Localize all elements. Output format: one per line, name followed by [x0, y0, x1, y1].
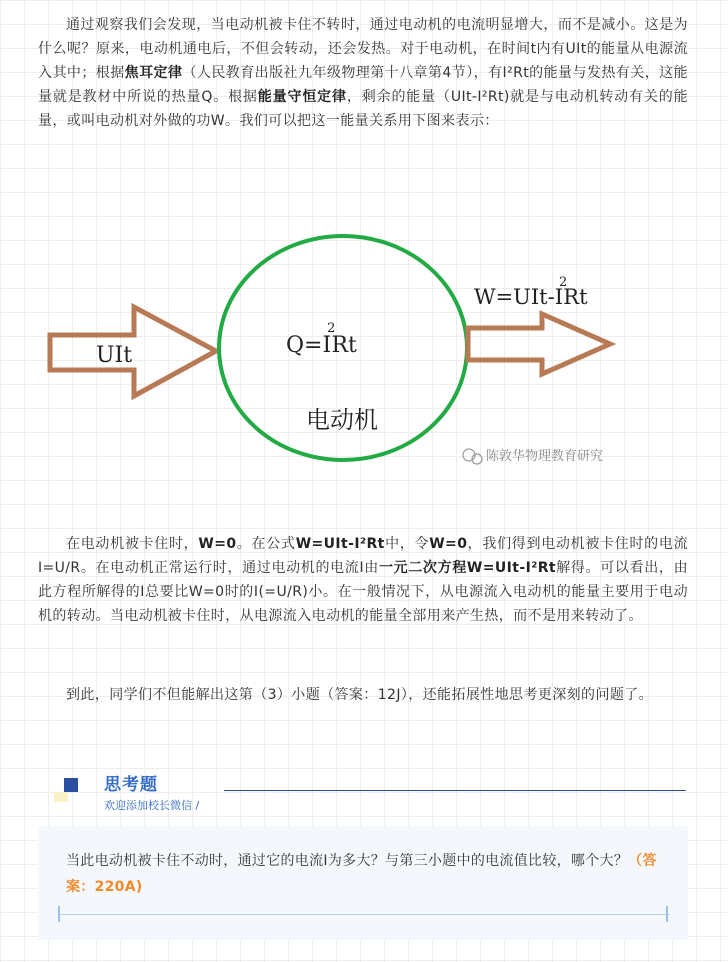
paragraph-conclusion: 到此，同学们不但能解出这第（3）小题（答案：12J），还能拓展性地思考更深刻的问题了。: [66, 687, 654, 703]
paragraph-stalled-motor: [38, 532, 688, 628]
paragraph-text: 。在公式: [236, 536, 296, 552]
paragraph-text: ，我们得到电动机被卡住时的电流I=U/R。在电动机正常运行时，通过电动机的电流I由: [38, 536, 689, 576]
bold-term-energy-conservation: 能量守恒定律: [257, 89, 347, 105]
output-arrow: [468, 314, 610, 374]
question-text: 当此电动机被卡住不动时，通过它的电流I为多大？与第三小题中的电流值比较，哪个大？: [66, 853, 629, 869]
think-question-box: [38, 826, 688, 940]
paragraph-text: 通过观察我们会发现，当电动机被卡住不转时，通过电动机的电流明显增大，而不是减小。这是为什么呢？原来，电动机通电后，不但会转动，还会发热。对于电动机，在时间t内有UIt的能量从电源流入其中；根据: [38, 17, 688, 81]
box-bottom-rule: [60, 914, 670, 915]
input-energy-label: UIt: [96, 343, 133, 368]
paragraph-text: （人民教育出版社九年级物理第十八章第4节），有I²Rt的能量与发热有关，这能量就是教材中所说的热量Q。根据: [38, 65, 688, 105]
input-arrow: [50, 307, 216, 396]
paragraph-text: 解得。可以看出，由此方程所解得的I总要比W=0时的I(=U/R)小。在一般情况下，从电源流入电动机的能量主要用于电动机的转动。当电动机被卡住时，从电源流入电动机的能量全部用来产生热，而不是用来转动了。: [38, 560, 688, 624]
heat-formula: Q=I2 Rt: [286, 321, 357, 358]
decor-square-light: [54, 792, 68, 802]
paragraph-text: ，剩余的能量（UIt-I²Rt)就是与电动机转动有关的能量，或叫电动机对外做的功W。我们可以把这一能量关系用下图来表示：: [38, 89, 688, 129]
think-answer: （答案：220A): [66, 853, 657, 895]
bold-formula: W=UIt-I²Rt: [295, 536, 385, 552]
bold-formula: 一元二次方程W=UIt-I²Rt: [378, 560, 556, 576]
motor-label: 电动机: [306, 406, 378, 434]
rule-cap-right: [666, 906, 668, 922]
think-section-header: [54, 768, 690, 818]
think-subtitle: 欢迎添加校长微信 /: [104, 799, 200, 812]
header-divider: [224, 790, 686, 791]
decor-square-blue: [64, 778, 78, 792]
bold-formula: W=0: [429, 536, 468, 552]
paragraph-energy-analysis: [38, 13, 688, 133]
bold-formula: W=0: [198, 536, 237, 552]
paragraph-text: 在电动机被卡住时，: [66, 536, 199, 552]
bold-term-joule-law: 焦耳定律: [124, 65, 183, 81]
output-work-formula: W=UIt-I2 Rt: [474, 275, 588, 309]
watermark: [463, 448, 603, 464]
energy-flow-diagram: [22, 210, 690, 480]
paragraph-text: 中，令: [384, 536, 430, 552]
think-title: 思考题: [104, 775, 158, 795]
watermark-text: 陈敦华物理教育研究: [486, 449, 604, 464]
think-question: [66, 848, 666, 900]
